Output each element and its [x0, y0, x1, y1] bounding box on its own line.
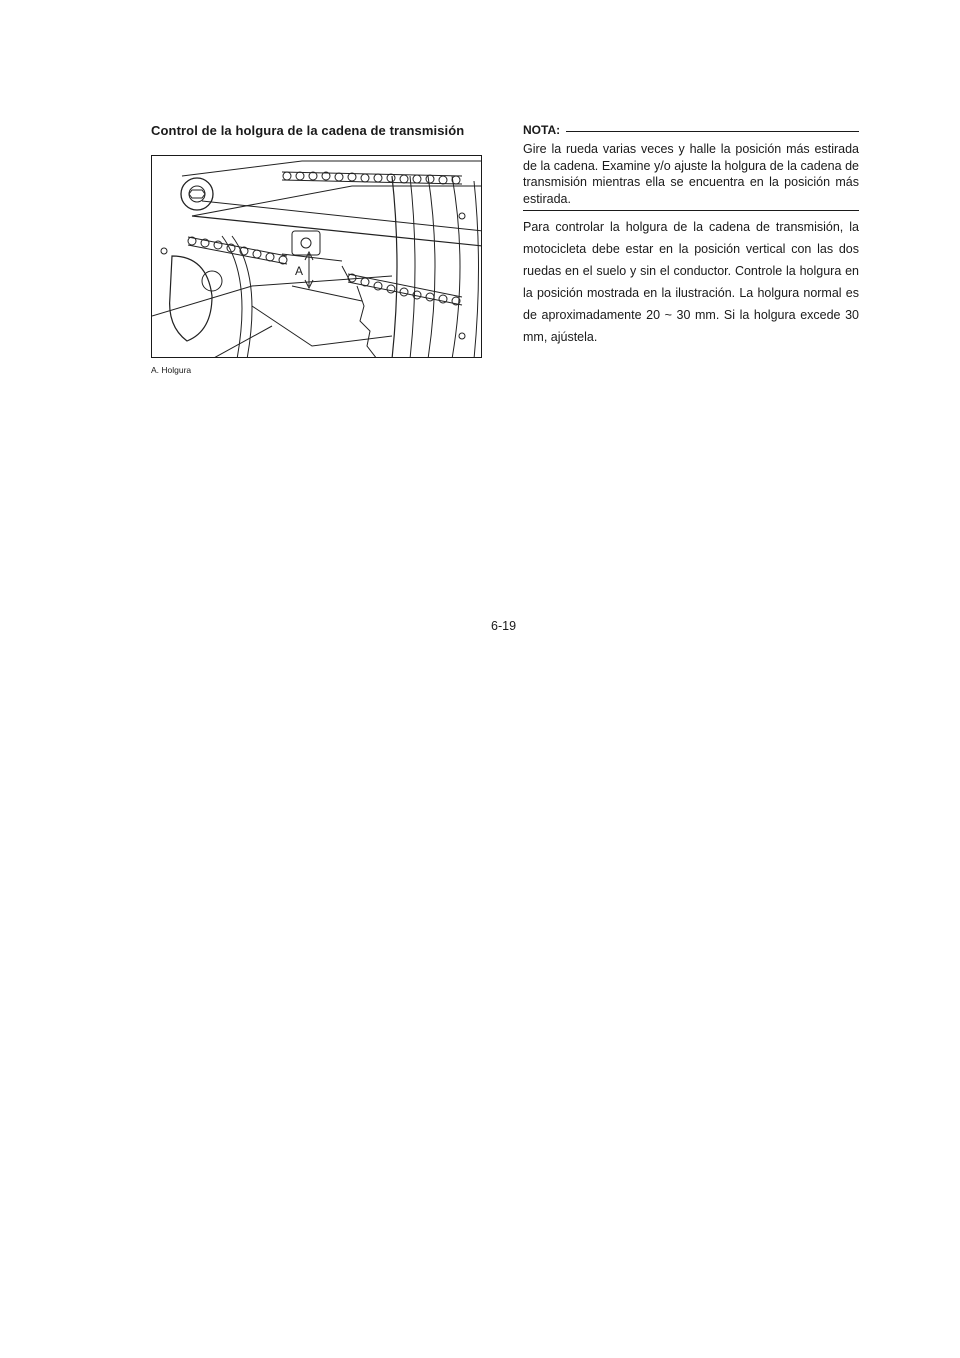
figure-caption: A. Holgura — [151, 365, 192, 375]
section-title: Control de la holgura de la cadena de transmisión — [151, 123, 465, 138]
chain-illustration-drawing — [152, 156, 482, 358]
note-label: NOTA: — [523, 123, 561, 137]
note-text: Gire la rueda varias veces y halle la posición más estirada de la cadena. Examine y/o ajuste la holgura de la cadena de transmisión mientras ella se encuentra en la posición más estirada. — [523, 141, 859, 211]
page-number: 6-19 — [491, 619, 517, 633]
chain-slack-illustration — [151, 155, 482, 358]
callout-label-a: A — [295, 264, 304, 278]
body-paragraph: Para controlar la holgura de la cadena de transmisión, la motocicleta debe estar en la posición vertical con las dos ruedas en el suelo y sin el conductor. Controle la holgura en la posición mostrada en la ilustración. La holgura normal es de aproximadamente 20 ~ 30 mm. Si la holgura excede 30 mm, ajústela. — [523, 220, 859, 344]
note-top-rule — [566, 131, 859, 132]
note-header — [523, 123, 859, 137]
